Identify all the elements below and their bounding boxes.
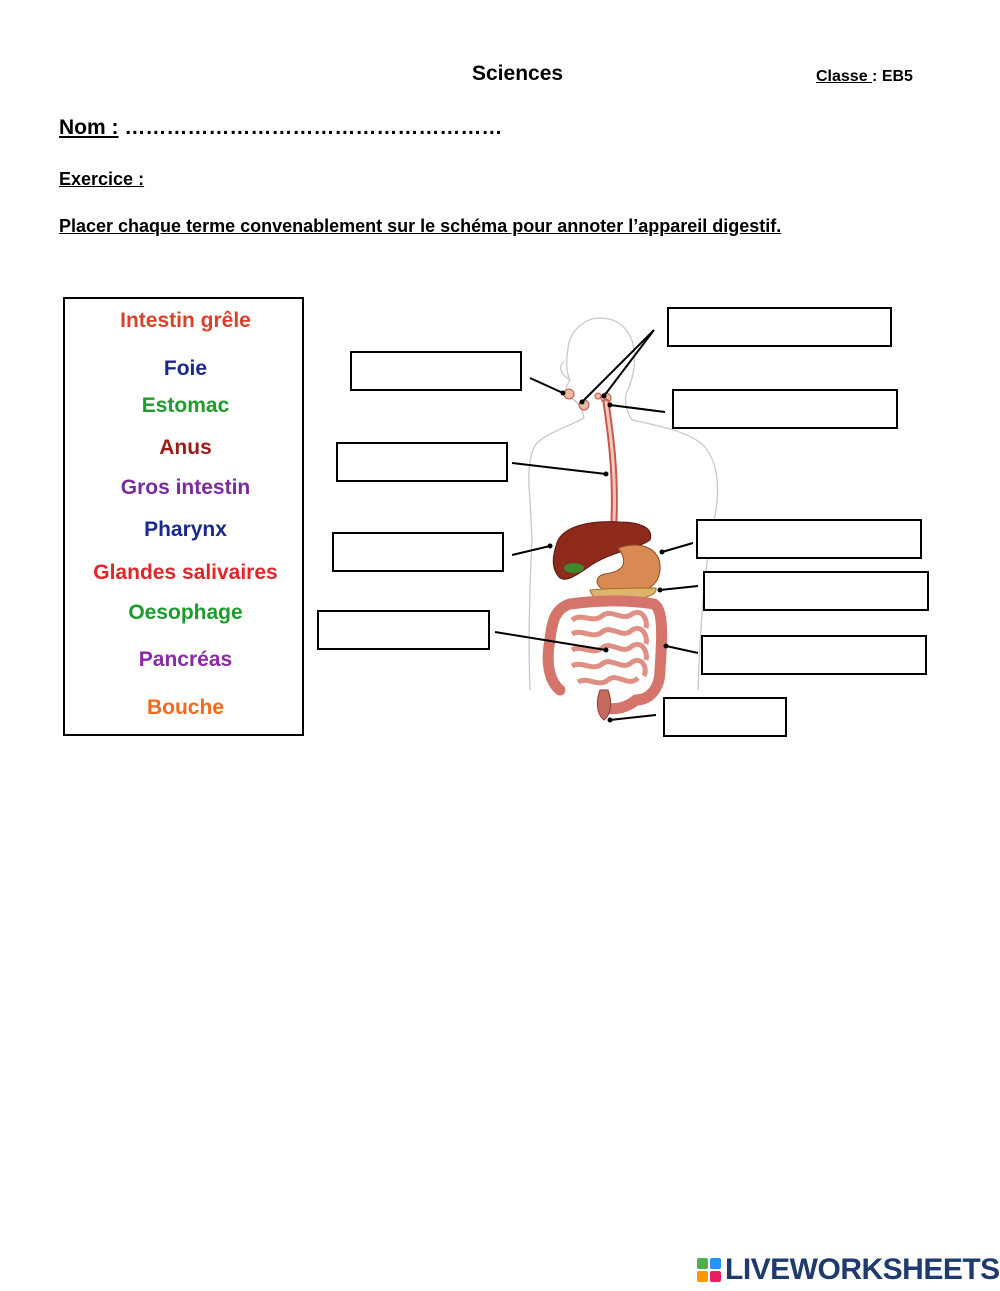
- nom-field: [59, 116, 502, 140]
- exercise-instruction: Placer chaque terme convenablement sur le schéma pour annoter l’appareil digestif.: [59, 216, 782, 236]
- word-bank: [63, 297, 304, 736]
- liveworksheets-wordmark: LIVEWORKSHEETS: [725, 1253, 1000, 1286]
- classe-value: : EB5: [872, 68, 913, 85]
- logo-square-2: [710, 1258, 721, 1269]
- arrow-heads: [548, 391, 669, 723]
- term-estomac[interactable]: Estomac: [141, 394, 230, 417]
- pancreas-shape: [590, 588, 656, 601]
- term-foie[interactable]: Foie: [163, 357, 208, 380]
- answer-box-3[interactable]: [672, 389, 898, 429]
- mouth-salivary: [564, 389, 611, 410]
- logo-square-4: [710, 1271, 721, 1282]
- liveworksheets-logo: [697, 1253, 1000, 1287]
- nom-label: Nom :: [59, 116, 119, 139]
- term-anus[interactable]: Anus: [159, 436, 212, 459]
- gallbladder-shape: [564, 563, 584, 573]
- small-intestine-shape: [572, 612, 646, 682]
- rectum-shape: [597, 690, 610, 720]
- answer-box-2[interactable]: [350, 351, 522, 391]
- classe-label-text: Classe: [816, 68, 873, 85]
- term-gros-intestin[interactable]: Gros intestin: [120, 476, 251, 499]
- term-intestin-grele[interactable]: Intestin grêle: [120, 309, 251, 332]
- liver-shape: [553, 522, 650, 580]
- logo-square-1: [697, 1258, 708, 1269]
- answer-box-9[interactable]: [701, 635, 927, 675]
- term-pancreas[interactable]: Pancréas: [138, 648, 233, 671]
- classe-label: [816, 68, 913, 86]
- stomach-shape: [597, 545, 660, 593]
- term-glandes-salivaires[interactable]: Glandes salivaires: [93, 561, 278, 584]
- answer-box-10[interactable]: [663, 697, 787, 737]
- term-bouche[interactable]: Bouche: [146, 696, 224, 719]
- oesophagus-shape: [606, 402, 614, 520]
- answer-box-1[interactable]: [667, 307, 892, 347]
- answer-box-5[interactable]: [696, 519, 922, 559]
- page-title: Sciences: [472, 62, 564, 85]
- answer-box-8[interactable]: [317, 610, 490, 650]
- large-intestine-shape: [548, 601, 662, 709]
- body-outline: [529, 318, 718, 690]
- liveworksheets-icon: [697, 1258, 721, 1282]
- logo-square-3: [697, 1271, 708, 1282]
- answer-box-7[interactable]: [703, 571, 929, 611]
- exercise-heading: Exercice :: [59, 169, 145, 189]
- term-oesophage[interactable]: Oesophage: [128, 601, 243, 624]
- nom-dots: ………………………………………………: [118, 116, 503, 139]
- leader-lines: [495, 330, 698, 720]
- answer-box-6[interactable]: [332, 532, 504, 572]
- answer-box-4[interactable]: [336, 442, 508, 482]
- term-pharynx[interactable]: Pharynx: [144, 518, 227, 541]
